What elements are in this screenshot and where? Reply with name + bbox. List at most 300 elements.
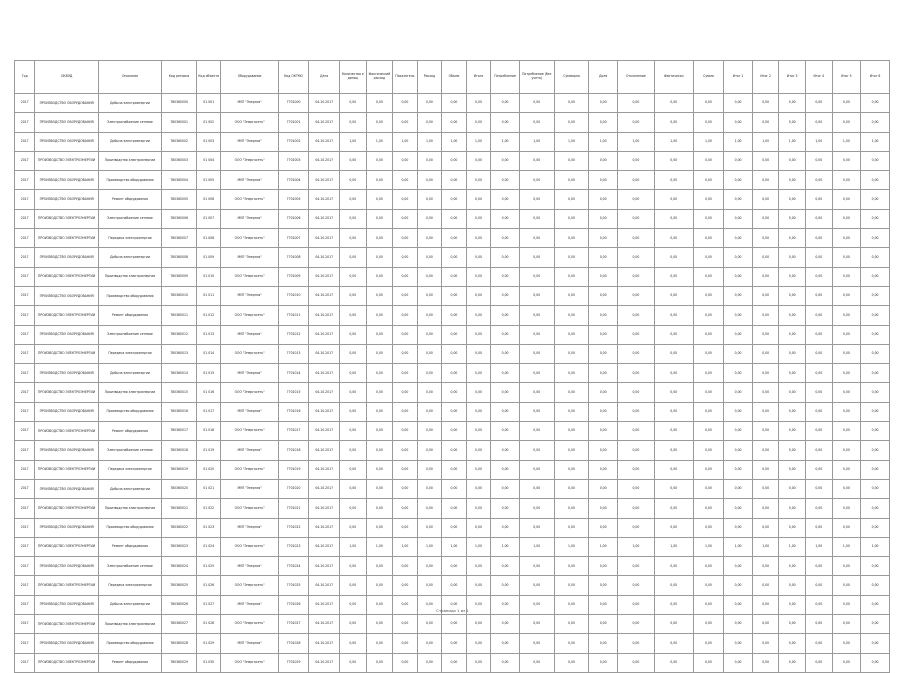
table-cell: 01 012 (196, 306, 221, 325)
table-cell: 0,00 (724, 267, 753, 286)
table-cell: 0,00 (861, 653, 890, 672)
table-cell: Производство оборудования (98, 171, 161, 190)
table-cell: 0,00 (442, 653, 467, 672)
table-cell: 0,00 (832, 325, 861, 344)
table-cell: 2017 (15, 422, 35, 441)
table-cell: 0,00 (417, 325, 442, 344)
table-cell: 0,00 (417, 499, 442, 518)
table-cell: 0,00 (393, 171, 418, 190)
table-cell: 780360029 (162, 653, 197, 672)
table-cell: 0,00 (832, 286, 861, 305)
table-cell: 0,00 (417, 229, 442, 248)
column-header: Отклонение (617, 61, 654, 94)
table-cell: 0,00 (861, 209, 890, 228)
table-cell: ПРОИЗВОДСТВО ОБОРУДОВАНИЯ (35, 402, 98, 421)
column-header: Итог 3 (779, 61, 806, 94)
table-cell: ООО "Энергосеть" (221, 344, 278, 363)
table-cell: 0,00 (861, 422, 890, 441)
table-cell: 1,00 (393, 537, 418, 556)
table-cell: 0,00 (442, 364, 467, 383)
table-cell: 0,00 (442, 171, 467, 190)
table-cell: 2017 (15, 209, 35, 228)
table-cell: ООО "Энергосеть" (221, 422, 278, 441)
table-cell: 0,00 (466, 94, 491, 113)
table-cell: ПРОИЗВОДСТВО ЭЛЕКТРОЭНЕРГИИ (35, 209, 98, 228)
table-cell: 7701016 (278, 402, 309, 421)
table-cell: 0,00 (340, 344, 367, 363)
table-cell: 01 016 (196, 383, 221, 402)
table-cell: 0,00 (752, 557, 779, 576)
table-cell: 0,00 (340, 248, 367, 267)
table-cell: 0,00 (832, 190, 861, 209)
table-cell: 0,00 (654, 306, 693, 325)
table-cell: 0,00 (654, 325, 693, 344)
table-cell: 0,00 (724, 344, 753, 363)
table-cell: 0,00 (806, 267, 833, 286)
table-cell: 0,00 (832, 267, 861, 286)
table-cell: 0,00 (693, 306, 724, 325)
table-cell: 0,00 (442, 344, 467, 363)
table-cell: 0,00 (519, 383, 554, 402)
column-header: Дата (309, 61, 340, 94)
table-cell: 0,00 (589, 286, 618, 305)
table-cell: 0,00 (491, 209, 520, 228)
table-cell: 0,00 (442, 113, 467, 132)
table-cell: 0,00 (340, 171, 367, 190)
table-cell: 0,00 (393, 248, 418, 267)
table-cell: 04.10.2017 (309, 344, 340, 363)
table-cell: 0,00 (589, 171, 618, 190)
table-cell: 0,00 (617, 94, 654, 113)
table-cell: 0,00 (589, 615, 618, 634)
table-cell: 0,00 (417, 557, 442, 576)
table-cell: Производство электроэнергии (98, 151, 161, 170)
table-cell: 0,00 (519, 595, 554, 614)
table-cell: 2017 (15, 576, 35, 595)
table-cell: 0,00 (491, 306, 520, 325)
table-cell: 0,00 (466, 383, 491, 402)
column-header: Суммарно (554, 61, 589, 94)
table-cell: 2017 (15, 615, 35, 634)
table-cell: 0,00 (366, 634, 393, 653)
table-cell: 0,00 (724, 248, 753, 267)
table-row (15, 325, 890, 344)
column-header: Описание (98, 61, 161, 94)
table-cell: 0,00 (806, 576, 833, 595)
table-row (15, 229, 890, 248)
table-cell: 0,00 (491, 113, 520, 132)
table-cell: 0,00 (491, 615, 520, 634)
table-cell: 0,00 (806, 94, 833, 113)
table-cell: 0,00 (554, 286, 589, 305)
table-cell: Передача электроэнергии (98, 344, 161, 363)
table-cell: 0,00 (589, 518, 618, 537)
table-cell: 0,00 (442, 615, 467, 634)
table-cell: 1,00 (654, 132, 693, 151)
table-cell: 01 007 (196, 209, 221, 228)
table-cell: 0,00 (589, 595, 618, 614)
table-cell: 0,00 (417, 364, 442, 383)
table-cell: 0,00 (366, 267, 393, 286)
table-cell: 0,00 (491, 364, 520, 383)
table-cell: 0,00 (554, 229, 589, 248)
table-cell: 0,00 (724, 364, 753, 383)
table-cell: 2017 (15, 344, 35, 363)
table-cell: 0,00 (693, 113, 724, 132)
data-table (14, 60, 890, 673)
table-cell: 0,00 (752, 364, 779, 383)
table-cell: 0,00 (617, 267, 654, 286)
table-cell: 0,00 (393, 267, 418, 286)
table-cell: 0,00 (693, 441, 724, 460)
table-cell: 0,00 (417, 248, 442, 267)
table-cell: 0,00 (491, 460, 520, 479)
table-cell: 0,00 (806, 518, 833, 537)
table-cell: 0,00 (393, 306, 418, 325)
table-cell: 0,00 (366, 441, 393, 460)
table-cell: 01 029 (196, 634, 221, 653)
table-cell: 0,00 (366, 190, 393, 209)
table-cell: 0,00 (417, 190, 442, 209)
table-cell: ПРОИЗВОДСТВО ЭЛЕКТРОЭНЕРГИИ (35, 499, 98, 518)
table-cell: ПРОИЗВОДСТВО ЭЛЕКТРОЭНЕРГИИ (35, 306, 98, 325)
table-cell: 0,00 (442, 402, 467, 421)
table-cell: 0,00 (417, 171, 442, 190)
table-cell: 0,00 (806, 615, 833, 634)
table-cell: 2017 (15, 634, 35, 653)
table-row (15, 634, 890, 653)
table-cell: 2017 (15, 402, 35, 421)
table-cell: 01 009 (196, 248, 221, 267)
table-cell: 0,00 (554, 576, 589, 595)
table-cell: 0,00 (466, 325, 491, 344)
table-cell: 0,00 (779, 113, 806, 132)
table-cell: 1,00 (617, 537, 654, 556)
table-cell: 7701028 (278, 634, 309, 653)
table-cell: 0,00 (617, 383, 654, 402)
table-cell: 04.10.2017 (309, 209, 340, 228)
table-cell: 04.10.2017 (309, 460, 340, 479)
table-row (15, 171, 890, 190)
table-cell: МУП "Энергия" (221, 364, 278, 383)
table-cell: 0,00 (832, 209, 861, 228)
column-header: Код ОКТМО (278, 61, 309, 94)
table-cell: 2017 (15, 286, 35, 305)
table-cell: 0,00 (861, 364, 890, 383)
table-cell: 01 025 (196, 557, 221, 576)
table-cell: 0,00 (340, 209, 367, 228)
table-cell: 0,00 (832, 229, 861, 248)
table-cell: 01 028 (196, 615, 221, 634)
table-cell: 0,00 (554, 383, 589, 402)
table-cell: 0,00 (693, 267, 724, 286)
table-cell: ООО "Энергосеть" (221, 460, 278, 479)
table-cell: 0,00 (417, 344, 442, 363)
table-cell: 0,00 (832, 151, 861, 170)
table-cell: 0,00 (806, 286, 833, 305)
table-row (15, 94, 890, 113)
table-cell: 0,00 (491, 518, 520, 537)
table-cell: 0,00 (806, 402, 833, 421)
table-cell: 01 004 (196, 151, 221, 170)
table-cell: 0,00 (340, 653, 367, 672)
table-cell: 01 003 (196, 132, 221, 151)
table-cell: 0,00 (654, 344, 693, 363)
table-cell: 0,00 (693, 422, 724, 441)
table-cell: 0,00 (724, 557, 753, 576)
table-cell: 0,00 (466, 634, 491, 653)
table-cell: 0,00 (654, 364, 693, 383)
table-cell: 0,00 (693, 190, 724, 209)
table-cell: 0,00 (752, 479, 779, 498)
column-header: Фактический расход (366, 61, 393, 94)
table-cell: 0,00 (617, 460, 654, 479)
table-cell: 7701018 (278, 441, 309, 460)
table-cell: ООО "Энергосеть" (221, 190, 278, 209)
table-cell: 01 027 (196, 595, 221, 614)
table-cell: 0,00 (366, 306, 393, 325)
table-cell: 0,00 (466, 267, 491, 286)
table-cell: 0,00 (724, 209, 753, 228)
table-cell: 0,00 (491, 229, 520, 248)
table-cell: 0,00 (654, 653, 693, 672)
table-cell: 780360025 (162, 576, 197, 595)
table-cell: 0,00 (554, 595, 589, 614)
table-cell: 0,00 (366, 653, 393, 672)
table-cell: 0,00 (554, 151, 589, 170)
table-cell: 1,00 (466, 132, 491, 151)
table-cell: 0,00 (366, 595, 393, 614)
table-cell: 0,00 (366, 402, 393, 421)
table-cell: 0,00 (806, 634, 833, 653)
table-cell: 0,00 (393, 634, 418, 653)
table-cell: 1,00 (417, 132, 442, 151)
column-header: Потребление (без учета) (519, 61, 554, 94)
table-cell: 0,00 (417, 267, 442, 286)
table-cell: 0,00 (393, 286, 418, 305)
table-cell: 01 002 (196, 113, 221, 132)
table-header-row (15, 61, 890, 94)
table-cell: 2017 (15, 248, 35, 267)
table-cell: 0,00 (861, 325, 890, 344)
table-cell: ООО "Энергосеть" (221, 267, 278, 286)
table-cell: 7701019 (278, 460, 309, 479)
table-row (15, 344, 890, 363)
table-cell: Производство электроэнергии (98, 383, 161, 402)
table-cell: 1,00 (491, 132, 520, 151)
table-cell: 1,00 (366, 132, 393, 151)
table-cell: 0,00 (752, 344, 779, 363)
table-cell: ПРОИЗВОДСТВО ОБОРУДОВАНИЯ (35, 441, 98, 460)
table-cell: 0,00 (393, 325, 418, 344)
table-cell: 2017 (15, 518, 35, 537)
table-cell: 2017 (15, 267, 35, 286)
table-cell: 0,00 (617, 209, 654, 228)
table-cell: 0,00 (417, 209, 442, 228)
table-cell: 0,00 (519, 229, 554, 248)
table-cell: ПРОИЗВОДСТВО ЭЛЕКТРОЭНЕРГИИ (35, 344, 98, 363)
table-cell: 0,00 (340, 557, 367, 576)
table-cell: 780360019 (162, 460, 197, 479)
table-cell: 0,00 (779, 306, 806, 325)
table-cell: 0,00 (466, 171, 491, 190)
table-cell: 1,00 (442, 537, 467, 556)
table-cell: 01 011 (196, 286, 221, 305)
table-cell: 0,00 (519, 286, 554, 305)
table-cell: МУП "Энергия" (221, 479, 278, 498)
table-cell: 780360010 (162, 286, 197, 305)
table-cell: ПРОИЗВОДСТВО ЭЛЕКТРОЭНЕРГИИ (35, 383, 98, 402)
table-cell: 0,00 (554, 499, 589, 518)
table-cell: 0,00 (491, 422, 520, 441)
table-cell: 7701002 (278, 132, 309, 151)
table-cell: 0,00 (340, 479, 367, 498)
table-cell: 7701024 (278, 557, 309, 576)
table-cell: 1,00 (589, 132, 618, 151)
table-cell: 0,00 (861, 402, 890, 421)
table-cell: 0,00 (466, 595, 491, 614)
table-cell: 0,00 (779, 653, 806, 672)
table-cell: МУП "Энергия" (221, 557, 278, 576)
table-row (15, 267, 890, 286)
table-cell: 0,00 (779, 286, 806, 305)
table-cell: Ремонт оборудования (98, 537, 161, 556)
table-cell: 780360024 (162, 557, 197, 576)
table-cell: 1,00 (417, 537, 442, 556)
table-cell: МУП "Энергия" (221, 402, 278, 421)
table-cell: 0,00 (779, 190, 806, 209)
table-cell: 0,00 (617, 306, 654, 325)
table-cell: Производство электроэнергии (98, 615, 161, 634)
table-cell: 780360000 (162, 94, 197, 113)
table-cell: 0,00 (442, 422, 467, 441)
table-cell: 1,00 (806, 537, 833, 556)
table-cell: 780360009 (162, 267, 197, 286)
table-cell: 2017 (15, 441, 35, 460)
table-cell: 0,00 (617, 113, 654, 132)
table-cell: МУП "Энергия" (221, 325, 278, 344)
column-header: Потребление (491, 61, 520, 94)
table-cell: 01 006 (196, 190, 221, 209)
table-cell: 1,00 (752, 537, 779, 556)
table-cell: 0,00 (442, 634, 467, 653)
table-cell: 0,00 (417, 94, 442, 113)
table-cell: 0,00 (779, 344, 806, 363)
table-cell: 0,00 (724, 306, 753, 325)
table-cell: 0,00 (861, 248, 890, 267)
table-cell: 0,00 (779, 151, 806, 170)
table-row (15, 113, 890, 132)
table-cell: 0,00 (589, 479, 618, 498)
table-cell: 01 010 (196, 267, 221, 286)
column-header: Фактически (654, 61, 693, 94)
table-cell: 0,00 (779, 248, 806, 267)
table-cell: 0,00 (806, 499, 833, 518)
table-cell: ООО "Энергосеть" (221, 229, 278, 248)
table-cell: 0,00 (806, 190, 833, 209)
table-cell: 0,00 (417, 151, 442, 170)
table-cell: 0,00 (442, 229, 467, 248)
table-cell: 0,00 (554, 325, 589, 344)
table-cell: ПРОИЗВОДСТВО ОБОРУДОВАНИЯ (35, 479, 98, 498)
table-cell: 0,00 (654, 286, 693, 305)
table-cell: 0,00 (752, 209, 779, 228)
table-cell: 0,00 (393, 209, 418, 228)
table-row (15, 557, 890, 576)
table-cell: 0,00 (491, 653, 520, 672)
table-cell: 0,00 (466, 499, 491, 518)
table-cell: 04.10.2017 (309, 537, 340, 556)
table-cell: 0,00 (393, 518, 418, 537)
table-cell: 01 001 (196, 94, 221, 113)
table-cell: Добыча электроэнергии (98, 132, 161, 151)
table-cell: 0,00 (466, 344, 491, 363)
table-cell: Ремонт оборудования (98, 653, 161, 672)
table-row (15, 518, 890, 537)
table-cell: 0,00 (589, 557, 618, 576)
table-cell: 0,00 (554, 441, 589, 460)
table-cell: 7701020 (278, 479, 309, 498)
table-cell: 0,00 (617, 402, 654, 421)
table-cell: 0,00 (779, 460, 806, 479)
table-cell: 780360017 (162, 422, 197, 441)
table-cell: 0,00 (654, 479, 693, 498)
table-cell: 0,00 (393, 94, 418, 113)
table-cell: 0,00 (366, 229, 393, 248)
table-cell: 0,00 (724, 460, 753, 479)
table-cell: 780360004 (162, 171, 197, 190)
table-cell: 1,00 (724, 132, 753, 151)
table-cell: 0,00 (589, 634, 618, 653)
table-cell: 780360027 (162, 615, 197, 634)
table-cell: 0,00 (519, 499, 554, 518)
table-cell: 0,00 (832, 634, 861, 653)
table-cell: ООО "Энергосеть" (221, 576, 278, 595)
table-cell: 0,00 (491, 171, 520, 190)
table-cell: 0,00 (589, 267, 618, 286)
table-cell: 0,00 (442, 441, 467, 460)
table-cell: 0,00 (491, 267, 520, 286)
table-cell: 0,00 (724, 499, 753, 518)
table-cell: 0,00 (340, 576, 367, 595)
table-cell: 0,00 (779, 229, 806, 248)
table-cell: 1,00 (724, 537, 753, 556)
table-row (15, 190, 890, 209)
table-cell: 0,00 (491, 402, 520, 421)
table-cell: 0,00 (589, 190, 618, 209)
table-cell: 0,00 (417, 113, 442, 132)
table-cell: ПРОИЗВОДСТВО ОБОРУДОВАНИЯ (35, 364, 98, 383)
table-cell: 0,00 (491, 94, 520, 113)
table-cell: 780360001 (162, 113, 197, 132)
table-cell: 0,00 (366, 113, 393, 132)
table-cell: 0,00 (554, 653, 589, 672)
table-cell: 7701000 (278, 94, 309, 113)
table-cell: ПРОИЗВОДСТВО ОБОРУДОВАНИЯ (35, 325, 98, 344)
table-cell: Производство электроэнергии (98, 499, 161, 518)
table-cell: 0,00 (861, 576, 890, 595)
table-cell: 0,00 (466, 286, 491, 305)
table-cell: 0,00 (589, 229, 618, 248)
table-cell: 0,00 (617, 557, 654, 576)
table-cell: 0,00 (589, 364, 618, 383)
table-cell: 04.10.2017 (309, 306, 340, 325)
table-cell: 0,00 (693, 151, 724, 170)
table-cell: 0,00 (617, 441, 654, 460)
column-header: Оборудование (221, 61, 278, 94)
table-cell: 0,00 (366, 518, 393, 537)
table-cell: 0,00 (724, 113, 753, 132)
